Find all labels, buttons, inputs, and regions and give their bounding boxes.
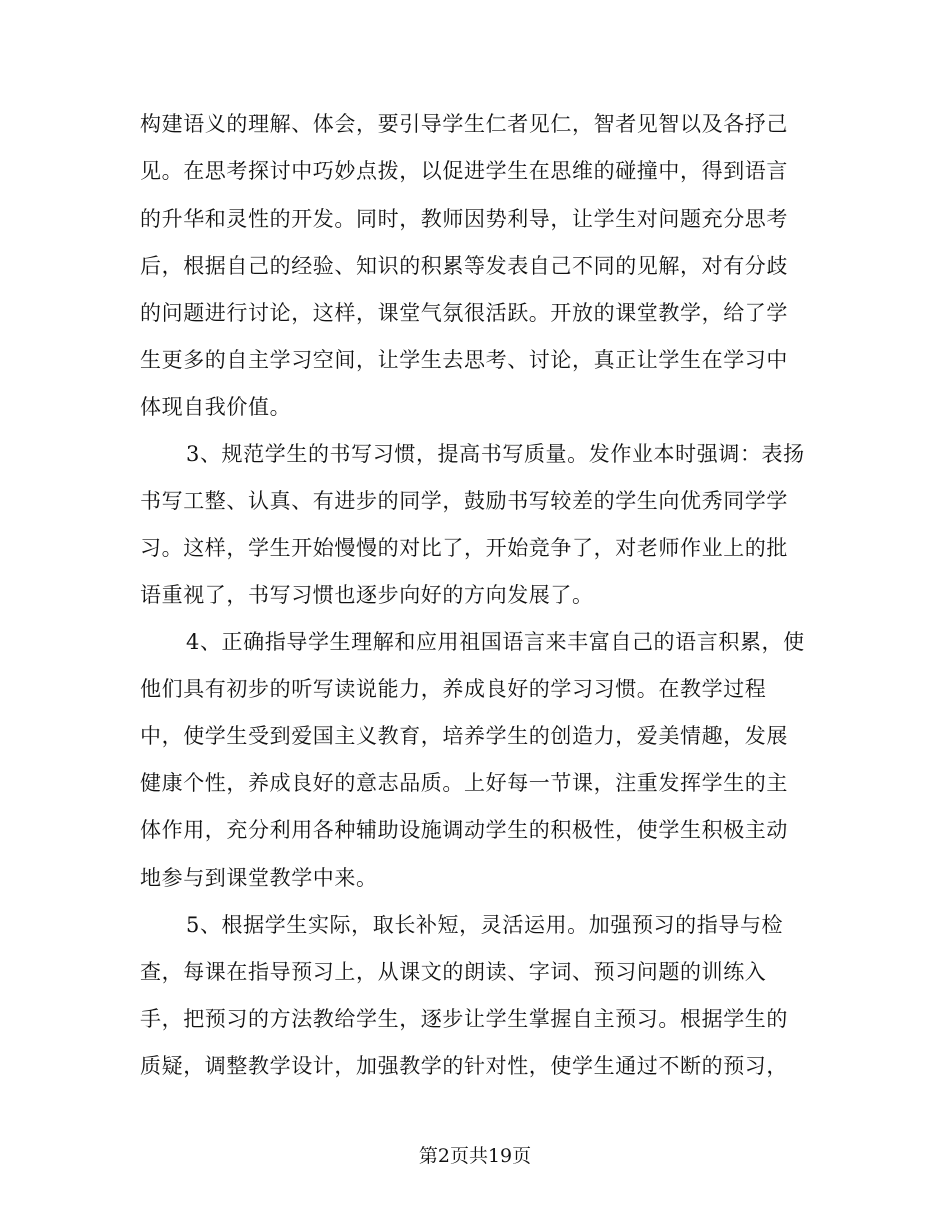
text-line: 3、规范学生的书写习惯，提高书写质量。发作业本时强调：表扬: [186, 442, 805, 466]
text-line: 5、根据学生实际，取长补短，灵活运用。加强预习的指导与检: [186, 913, 784, 937]
text-line: 健康个性，养成良好的意志品质。上好每一节课，注重发挥学生的主: [140, 771, 788, 795]
text-line: 生更多的自主学习空间，让学生去思考、讨论，真正让学生在学习中: [140, 348, 788, 372]
text-line: 手，把预习的方法教给学生，逐步让学生掌握自主预习。根据学生的: [140, 1007, 788, 1031]
page-number-footer: 第2页共19页: [418, 1145, 532, 1167]
text-line: 地参与到课堂教学中来。: [140, 866, 378, 890]
text-line: 中，使学生受到爱国主义教育，培养学生的创造力，爱美情趣，发展: [140, 724, 788, 748]
text-line: 他们具有初步的听写读说能力，养成良好的学习习惯。在教学过程: [140, 677, 767, 701]
text-line: 后，根据自己的经验、知识的积累等发表自己不同的见解，对有分歧: [140, 254, 788, 278]
text-line: 见。在思考探讨中巧妙点拨，以促进学生在思维的碰撞中，得到语言: [140, 159, 788, 183]
text-line: 书写工整、认真、有进步的同学，鼓励书写较差的学生向优秀同学学: [140, 489, 788, 513]
text-line: 习。这样，学生开始慢慢的对比了，开始竞争了，对老师作业上的批: [140, 536, 788, 560]
text-line: 体现自我价值。: [140, 395, 292, 419]
text-line: 查，每课在指导预习上，从课文的朗读、字词、预习问题的训练入: [140, 960, 767, 984]
text-line: 体作用，充分利用各种辅助设施调动学生的积极性，使学生积极主动: [140, 818, 788, 842]
text-line: 4、正确指导学生理解和应用祖国语言来丰富自己的语言积累，使: [186, 630, 805, 654]
text-line: 质疑，调整教学设计，加强教学的针对性，使学生通过不断的预习，: [140, 1054, 788, 1078]
text-line: 的升华和灵性的开发。同时，教师因势利导，让学生对问题充分思考: [140, 207, 788, 231]
text-line: 构建语义的理解、体会，要引导学生仁者见仁，智者见智以及各抒己: [140, 112, 788, 136]
text-line: 语重视了，书写习惯也逐步向好的方向发展了。: [140, 583, 594, 607]
text-line: 的问题进行讨论，这样，课堂气氛很活跃。开放的课堂教学，给了学: [140, 301, 788, 325]
